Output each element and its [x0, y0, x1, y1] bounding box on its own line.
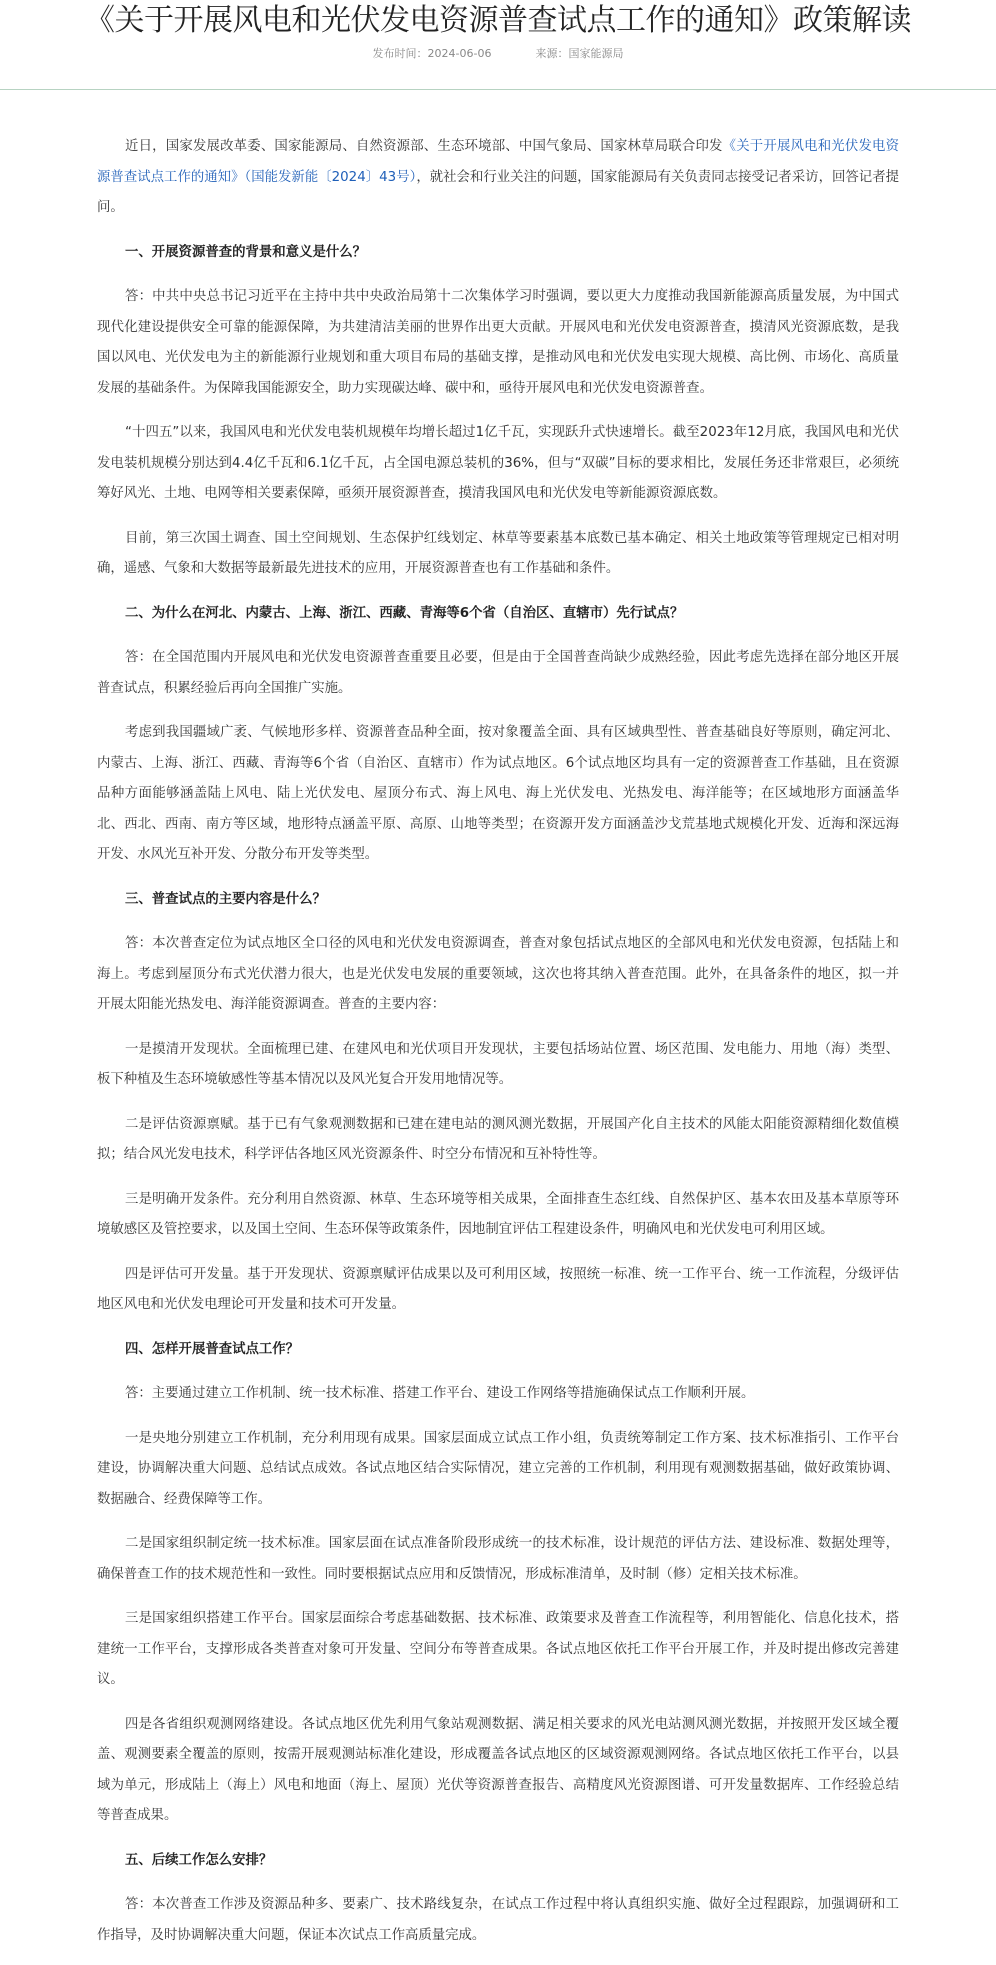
answer-1-paragraph-1: 答：中共中央总书记习近平在主持中共中央政治局第十二次集体学习时强调，要以更大力度推动我国新能源高质量发展，为中国式现代化建设提供安全可靠的能源保障，为共建清洁美丽的世界作出更大贡献。开展风电和光伏发电资源普查，摸清风光资源底数，是我国以风电、光伏发电为主的新能源行业规划和重大项目布局的基础支撑，是推动风电和光伏发电实现大规模、高比例、市场化、高质量发展的基础条件。为保障我国能源安全，助力实现碳达峰、碳中和，亟待开展风电和光伏发电资源普查。	[97, 289, 899, 396]
answer-3-paragraph-3: 二是评估资源禀赋。基于已有气象观测数据和已建在建电站的测风测光数据，开展国产化自主技术的风能太阳能资源精细化数值模拟；结合风光发电技术，科学评估各地区风光资源条件、时空分布情况和互补特性等。	[97, 1116, 899, 1162]
article-header	[0, 0, 996, 90]
answer-1-paragraph-2: “十四五”以来，我国风电和光伏发电装机规模年均增长超过1亿千瓦，实现跃升式快速增长。截至2023年12月底，我国风电和光伏发电装机规模分别达到4.4亿千瓦和6.1亿千瓦，占全国电源总装机的36%，但与“双碳”目标的要求相比，发展任务还非常艰巨，必须统筹好风光、土地、电网等相关要素保障，亟须开展资源普查，摸清我国风电和光伏发电等新能源资源底数。	[97, 425, 899, 501]
source-label: 来源：	[535, 47, 569, 60]
question-heading-2: 二、为什么在河北、内蒙古、上海、浙江、西藏、青海等6个省（自治区、直辖市）先行试点？	[125, 605, 684, 621]
article-body	[97, 132, 899, 1965]
question-heading-3: 三、普查试点的主要内容是什么？	[125, 891, 326, 907]
answer-3-paragraph-5: 四是评估可开发量。基于开发现状、资源禀赋评估成果以及可利用区域，按照统一标准、统一工作平台、统一工作流程，分级评估地区风电和光伏发电理论可开发量和技术可开发量。	[97, 1266, 899, 1312]
intro-text-after: ，就社会和行业关注的问题，国家能源局有关负责同志接受记者采访，回答记者提问。	[97, 169, 900, 215]
answer-2-paragraph-1: 答：在全国范围内开展风电和光伏发电资源普查重要且必要，但是由于全国普查尚缺少成熟经验，因此考虑先选择在部分地区开展普查试点，积累经验后再向全国推广实施。	[97, 650, 899, 696]
answer-3-paragraph-4: 三是明确开发条件。充分利用自然资源、林草、生态环境等相关成果，全面排查生态红线、自然保护区、基本农田及基本草原等环境敏感区及管控要求，以及国土空间、生态环保等政策条件，因地制宜评估工程建设条件，明确风电和光伏发电可利用区域。	[97, 1191, 899, 1237]
publish-date: 2024-06-06	[427, 47, 492, 60]
answer-4-paragraph-3: 二是国家组织制定统一技术标准。国家层面在试点准备阶段形成统一的技术标准，设计规范的评估方法、建设标准、数据处理等，确保普查工作的技术规范性和一致性。同时要根据试点应用和反馈情况，形成标准清单，及时制（修）定相关技术标准。	[97, 1536, 899, 1582]
answer-4-paragraph-2: 一是央地分别建立工作机制，充分利用现有成果。国家层面成立试点工作小组，负责统筹制定工作方案、技术标准指引、工作平台建设，协调解决重大问题、总结试点成效。各试点地区结合实际情况，建立完善的工作机制，利用现有观测数据基础，做好政策协调、数据融合、经费保障等工作。	[97, 1430, 899, 1507]
publish-date-label: 发布时间：	[372, 47, 428, 60]
intro-text-before: 近日，国家发展改革委、国家能源局、自然资源部、生态环境部、中国气象局、国家林草局联合印发	[125, 139, 723, 154]
answer-4-paragraph-4: 三是国家组织搭建工作平台。国家层面综合考虑基础数据、技术标准、政策要求及普查工作流程等，利用智能化、信息化技术，搭建统一工作平台，支撑形成各类普查对象可开发量、空间分布等普查成果。各试点地区依托工作平台开展工作，并及时提出修改完善建议。	[97, 1611, 899, 1687]
question-heading-4: 四、怎样开展普查试点工作？	[125, 1341, 300, 1357]
answer-2-paragraph-2: 考虑到我国疆域广袤、气候地形多样、资源普查品种全面，按对象覆盖全面、具有区域典型性、普查基础良好等原则，确定河北、内蒙古、上海、浙江、西藏、青海等6个省（自治区、直辖市）作为试点地区。6个试点地区均具有一定的资源普查工作基础，且在资源品种方面能够涵盖陆上风电、陆上光伏发电、屋顶分布式、海上风电、海上光伏发电、光热发电、海洋能等；在区域地形方面涵盖华北、西北、西南、南方等区域，地形特点涵盖平原、高原、山地等类型；在资源开发方面涵盖沙戈荒基地式规模化开发、近海和深远海开发、水风光互补开发、分散分布开发等类型。	[97, 725, 899, 862]
header-divider	[0, 89, 996, 90]
question-heading-5: 五、后续工作怎么安排？	[125, 1852, 273, 1868]
answer-3-paragraph-2: 一是摸清开发现状。全面梳理已建、在建风电和光伏项目开发现状，主要包括场站位置、场区范围、发电能力、用地（海）类型、板下种植及生态环境敏感性等基本情况以及风光复合开发用地情况等。	[97, 1041, 899, 1087]
question-heading-1: 一、开展资源普查的背景和意义是什么？	[125, 244, 367, 260]
answer-4-paragraph-5: 四是各省组织观测网络建设。各试点地区优先利用气象站观测数据、满足相关要求的风光电站测风测光数据，并按照开发区域全覆盖、观测要素全覆盖的原则，按需开展观测站标准化建设，形成覆盖各试点地区的区域资源观测网络。各试点地区依托工作平台，以县域为单元，形成陆上（海上）风电和地面（海上、屋顶）光伏等资源普查报告、高精度风光资源图谱、可开发量数据库、工作经验总结等普查成果。	[97, 1716, 899, 1823]
answer-3-paragraph-1: 答：本次普查定位为试点地区全口径的风电和光伏发电资源调查，普查对象包括试点地区的全部风电和光伏发电资源，包括陆上和海上。考虑到屋顶分布式光伏潜力很大，也是光伏发电发展的重要领域，这次也将其纳入普查范围。此外，在具备条件的地区，拟一并开展太阳能光热发电、海洋能资源调查。普查的主要内容：	[97, 936, 899, 1012]
article-meta	[0, 46, 996, 62]
answer-4-paragraph-1: 答：主要通过建立工作机制、统一技术标准、搭建工作平台、建设工作网络等措施确保试点工作顺利开展。	[125, 1386, 755, 1401]
source-name: 国家能源局	[568, 47, 624, 60]
page-title: 《关于开展风电和光伏发电资源普查试点工作的通知》政策解读	[85, 3, 911, 38]
notice-link[interactable]: 《关于开展风电和光伏发电资源普查试点工作的通知》（国能发新能〔2024〕43号）	[97, 139, 900, 185]
answer-5-paragraph-1: 答：本次普查工作涉及资源品种多、要素广、技术路线复杂，在试点工作过程中将认真组织实施、做好全过程跟踪，加强调研和工作指导，及时协调解决重大问题，保证本次试点工作高质量完成。	[97, 1897, 899, 1943]
answer-1-paragraph-3: 目前，第三次国土调查、国土空间规划、生态保护红线划定、林草等要素基本底数已基本确定、相关土地政策等管理规定已相对明确，遥感、气象和大数据等最新最先进技术的应用，开展资源普查也有工作基础和条件。	[97, 530, 899, 576]
intro-paragraph	[97, 132, 899, 224]
